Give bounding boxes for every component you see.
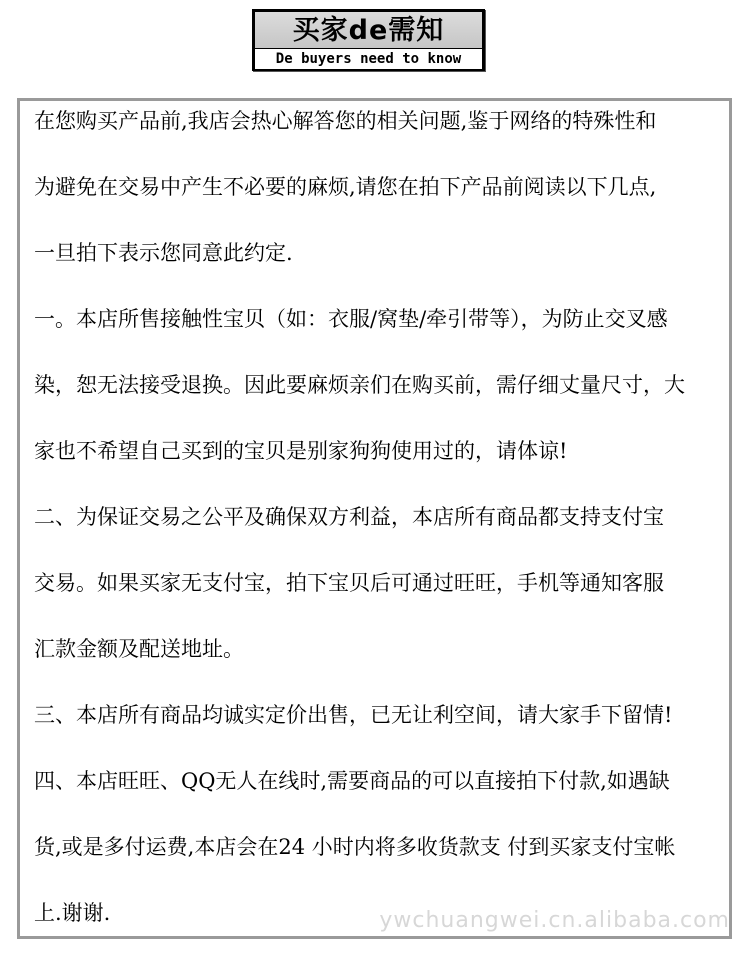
notice-line: 家也不希望自己买到的宝贝是别家狗狗使用过的，请体谅!	[34, 439, 568, 463]
page-title: 买家de需知	[292, 15, 445, 46]
notice-line: 在您购买产品前,我店会热心解答您的相关问题,鉴于网络的特殊性和	[34, 109, 657, 133]
notice-line: 汇款金额及配送地址。	[34, 637, 244, 661]
notice-line: 交易。如果买家无支付宝，拍下宝贝后可通过旺旺，手机等通知客服	[34, 571, 664, 595]
notice-line: 一旦拍下表示您同意此约定.	[34, 241, 293, 265]
notice-line: 四、本店旺旺、QQ无人在线时,需要商品的可以直接拍下付款,如遇缺	[34, 769, 670, 793]
notice-line: 三、本店所有商品均诚实定价出售，已无让利空间，请大家手下留情!	[34, 703, 673, 727]
notice-line: 为避免在交易中产生不必要的麻烦,请您在拍下产品前阅读以下几点,	[34, 175, 657, 199]
notice-line: 二、为保证交易之公平及确保双方利益，本店所有商品都支持支付宝	[34, 505, 664, 529]
page-subtitle: De buyers need to know	[255, 48, 482, 69]
notice-line: 上.谢谢.	[34, 901, 111, 925]
notice-line: 货,或是多付运费,本店会在24 小时内将多收货款支 付到买家支付宝帐	[34, 835, 676, 859]
watermark-text: ywchuangwei.cn.alibaba.com	[379, 908, 730, 933]
notice-box	[17, 98, 732, 939]
notice-line: 染，恕无法接受退换。因此要麻烦亲们在购买前，需仔细丈量尺寸，大	[34, 373, 685, 397]
title-banner	[252, 9, 485, 71]
notice-line: 一。本店所售接触性宝贝（如：衣服/窝垫/牵引带等），为防止交叉感	[34, 307, 668, 331]
